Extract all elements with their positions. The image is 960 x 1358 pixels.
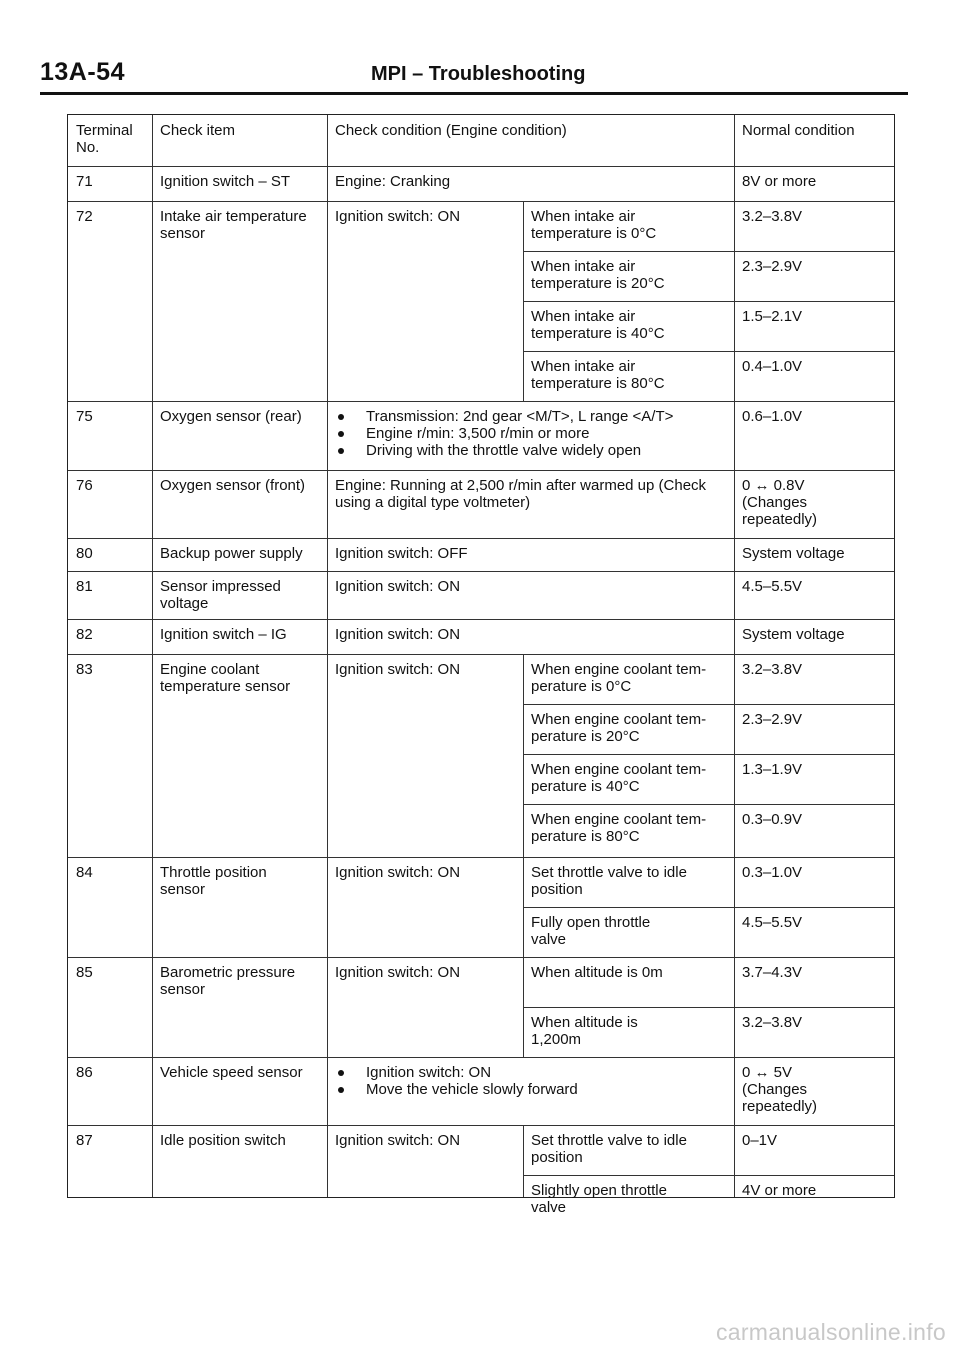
table-rule bbox=[523, 907, 894, 908]
table-rule bbox=[68, 470, 894, 471]
check-condition: Engine: Cranking bbox=[335, 173, 451, 190]
terminal-no: 71 bbox=[76, 173, 93, 190]
table-rule bbox=[523, 301, 894, 302]
table-rule bbox=[152, 654, 153, 857]
table-rule bbox=[68, 957, 894, 958]
table-rule bbox=[523, 1007, 894, 1008]
table-rule bbox=[734, 571, 735, 619]
table-rule bbox=[523, 804, 894, 805]
check-item: Idle position switch bbox=[160, 1132, 286, 1149]
table-rule bbox=[523, 654, 524, 857]
normal-value: 2.3–2.9V bbox=[742, 711, 803, 728]
normal-value: 0 ↔ 5V (Changes repeatedly) bbox=[742, 1064, 818, 1115]
table-rule bbox=[152, 470, 153, 538]
table-rule bbox=[68, 166, 894, 167]
check-item: Oxygen sensor (rear) bbox=[160, 408, 302, 425]
condition-bullet: Transmission: 2nd gear <M/T>, L range <A/T> bbox=[335, 408, 673, 425]
condition-detail: When intake air temperature is 0°C bbox=[531, 208, 657, 242]
table-rule bbox=[327, 957, 328, 1057]
table-rule bbox=[523, 351, 894, 352]
header-check-condition: Check condition (Engine condition) bbox=[335, 122, 567, 139]
page-header bbox=[40, 58, 908, 95]
condition-detail: When engine coolant tem- perature is 20°C bbox=[531, 711, 707, 745]
condition-bullet: Move the vehicle slowly forward bbox=[335, 1081, 578, 1098]
condition-detail: When altitude is 0m bbox=[531, 964, 663, 981]
table-rule bbox=[734, 619, 735, 654]
normal-value: 0.4–1.0V bbox=[742, 358, 803, 375]
normal-value: 3.2–3.8V bbox=[742, 1014, 803, 1031]
check-condition: Ignition switch: ON bbox=[335, 208, 461, 225]
table-rule bbox=[68, 201, 894, 202]
condition-bullet: Driving with the throttle valve widely open bbox=[335, 442, 673, 459]
normal-value: 0.3–1.0V bbox=[742, 864, 803, 881]
normal-value: 1.3–1.9V bbox=[742, 761, 803, 778]
table-rule bbox=[152, 201, 153, 401]
table-rule bbox=[327, 1125, 328, 1197]
check-condition: Ignition switch: ON bbox=[335, 578, 461, 595]
normal-value: 0 ↔ 0.8V (Changes repeatedly) bbox=[742, 477, 818, 528]
terminal-no: 85 bbox=[76, 964, 93, 981]
table-rule bbox=[734, 166, 735, 201]
condition-detail: When intake air temperature is 20°C bbox=[531, 258, 665, 292]
table-rule bbox=[152, 571, 153, 619]
normal-value: 1.5–2.1V bbox=[742, 308, 803, 325]
condition-bullet-list bbox=[335, 408, 673, 459]
table-rule bbox=[734, 538, 735, 571]
check-item: Intake air temperature sensor bbox=[160, 208, 307, 242]
condition-detail: Set throttle valve to idle position bbox=[531, 864, 687, 898]
page-number: 13A-54 bbox=[40, 58, 125, 86]
table-rule bbox=[523, 1175, 894, 1176]
normal-value: 0.6–1.0V bbox=[742, 408, 803, 425]
normal-value: System voltage bbox=[742, 545, 845, 562]
check-item: Barometric pressure sensor bbox=[160, 964, 296, 998]
condition-detail: When engine coolant tem- perature is 0°C bbox=[531, 661, 707, 695]
table-rule bbox=[327, 571, 328, 619]
terminal-no: 80 bbox=[76, 545, 93, 562]
check-condition: Ignition switch: ON bbox=[335, 661, 461, 678]
table-rule bbox=[327, 201, 328, 401]
table-rule bbox=[152, 957, 153, 1057]
page-title: MPI – Troubleshooting bbox=[371, 63, 586, 85]
table-rule bbox=[68, 571, 894, 572]
table-rule bbox=[68, 1057, 894, 1058]
condition-detail: Set throttle valve to idle position bbox=[531, 1132, 687, 1166]
table-rule bbox=[68, 538, 894, 539]
terminal-no: 86 bbox=[76, 1064, 93, 1081]
check-item: Sensor impressed voltage bbox=[160, 578, 281, 612]
table-rule bbox=[327, 857, 328, 957]
terminal-no: 72 bbox=[76, 208, 93, 225]
table-rule bbox=[734, 401, 735, 470]
header-check-item: Check item bbox=[160, 122, 236, 139]
table-rule bbox=[523, 1125, 524, 1197]
check-item: Vehicle speed sensor bbox=[160, 1064, 303, 1081]
table-rule bbox=[152, 619, 153, 654]
table-rule bbox=[327, 115, 328, 166]
table-rule bbox=[68, 401, 894, 402]
normal-value: 4.5–5.5V bbox=[742, 914, 803, 931]
table-rule bbox=[327, 654, 328, 857]
terminal-no: 82 bbox=[76, 626, 93, 643]
table-rule bbox=[327, 470, 328, 538]
check-condition: Ignition switch: ON bbox=[335, 1132, 461, 1149]
condition-detail: When engine coolant tem- perature is 80°C bbox=[531, 811, 707, 845]
terminal-no: 76 bbox=[76, 477, 93, 494]
table-rule bbox=[734, 470, 735, 538]
condition-detail: When altitude is 1,200m bbox=[531, 1014, 638, 1048]
table-rule bbox=[152, 166, 153, 201]
table-rule bbox=[152, 1057, 153, 1125]
table-rule bbox=[327, 1057, 328, 1125]
check-item: Throttle position sensor bbox=[160, 864, 267, 898]
check-item: Oxygen sensor (front) bbox=[160, 477, 306, 494]
table-rule bbox=[68, 1125, 894, 1126]
condition-detail: When intake air temperature is 80°C bbox=[531, 358, 665, 392]
table-rule bbox=[523, 754, 894, 755]
table-rule bbox=[152, 538, 153, 571]
table-rule bbox=[152, 115, 153, 166]
table-rule bbox=[152, 857, 153, 957]
header-terminal: Terminal No. bbox=[76, 122, 133, 156]
terminal-no: 75 bbox=[76, 408, 93, 425]
normal-value: System voltage bbox=[742, 626, 845, 643]
condition-bullet: Ignition switch: ON bbox=[335, 1064, 578, 1081]
table-rule bbox=[327, 538, 328, 571]
table-rule bbox=[523, 251, 894, 252]
table-rule bbox=[523, 704, 894, 705]
check-condition: Ignition switch: ON bbox=[335, 864, 461, 881]
check-item: Ignition switch – IG bbox=[160, 626, 287, 643]
check-condition: Engine: Running at 2,500 r/min after warmed up (Check using a digital type voltmeter) bbox=[335, 477, 707, 511]
normal-value: 3.7–4.3V bbox=[742, 964, 803, 981]
condition-detail: When engine coolant tem- perature is 40°C bbox=[531, 761, 707, 795]
table-rule bbox=[327, 401, 328, 470]
table-rule bbox=[734, 1125, 735, 1197]
check-condition: Ignition switch: ON bbox=[335, 626, 461, 643]
table-rule bbox=[68, 857, 894, 858]
check-condition: Ignition switch: ON bbox=[335, 964, 461, 981]
condition-detail: Slightly open throttle valve bbox=[531, 1182, 667, 1216]
normal-value: 3.2–3.8V bbox=[742, 661, 803, 678]
table-rule bbox=[68, 654, 894, 655]
table-rule bbox=[327, 166, 328, 201]
watermark: carmanualsonline.info bbox=[715, 1319, 946, 1345]
header-normal-condition: Normal condition bbox=[742, 122, 855, 139]
table-rule bbox=[68, 619, 894, 620]
normal-value: 4V or more bbox=[742, 1182, 817, 1199]
table-rule bbox=[152, 401, 153, 470]
condition-detail: When intake air temperature is 40°C bbox=[531, 308, 665, 342]
condition-bullet-list bbox=[335, 1064, 578, 1098]
condition-bullet: Engine r/min: 3,500 r/min or more bbox=[335, 425, 673, 442]
terminal-no: 81 bbox=[76, 578, 93, 595]
terminal-no: 87 bbox=[76, 1132, 93, 1149]
normal-value: 0–1V bbox=[742, 1132, 778, 1149]
check-item: Backup power supply bbox=[160, 545, 303, 562]
normal-value: 8V or more bbox=[742, 173, 817, 190]
table-rule bbox=[734, 1057, 735, 1125]
normal-value: 0.3–0.9V bbox=[742, 811, 803, 828]
condition-detail: Fully open throttle valve bbox=[531, 914, 651, 948]
normal-value: 3.2–3.8V bbox=[742, 208, 803, 225]
troubleshooting-table bbox=[67, 114, 895, 1216]
check-item: Engine coolant temperature sensor bbox=[160, 661, 291, 695]
table-rule bbox=[152, 1125, 153, 1197]
terminal-no: 83 bbox=[76, 661, 93, 678]
normal-value: 2.3–2.9V bbox=[742, 258, 803, 275]
normal-value: 4.5–5.5V bbox=[742, 578, 803, 595]
table-rule bbox=[734, 115, 735, 166]
terminal-no: 84 bbox=[76, 864, 93, 881]
table-rule bbox=[734, 654, 735, 857]
check-condition: Ignition switch: OFF bbox=[335, 545, 468, 562]
check-item: Ignition switch – ST bbox=[160, 173, 291, 190]
table-rule bbox=[327, 619, 328, 654]
